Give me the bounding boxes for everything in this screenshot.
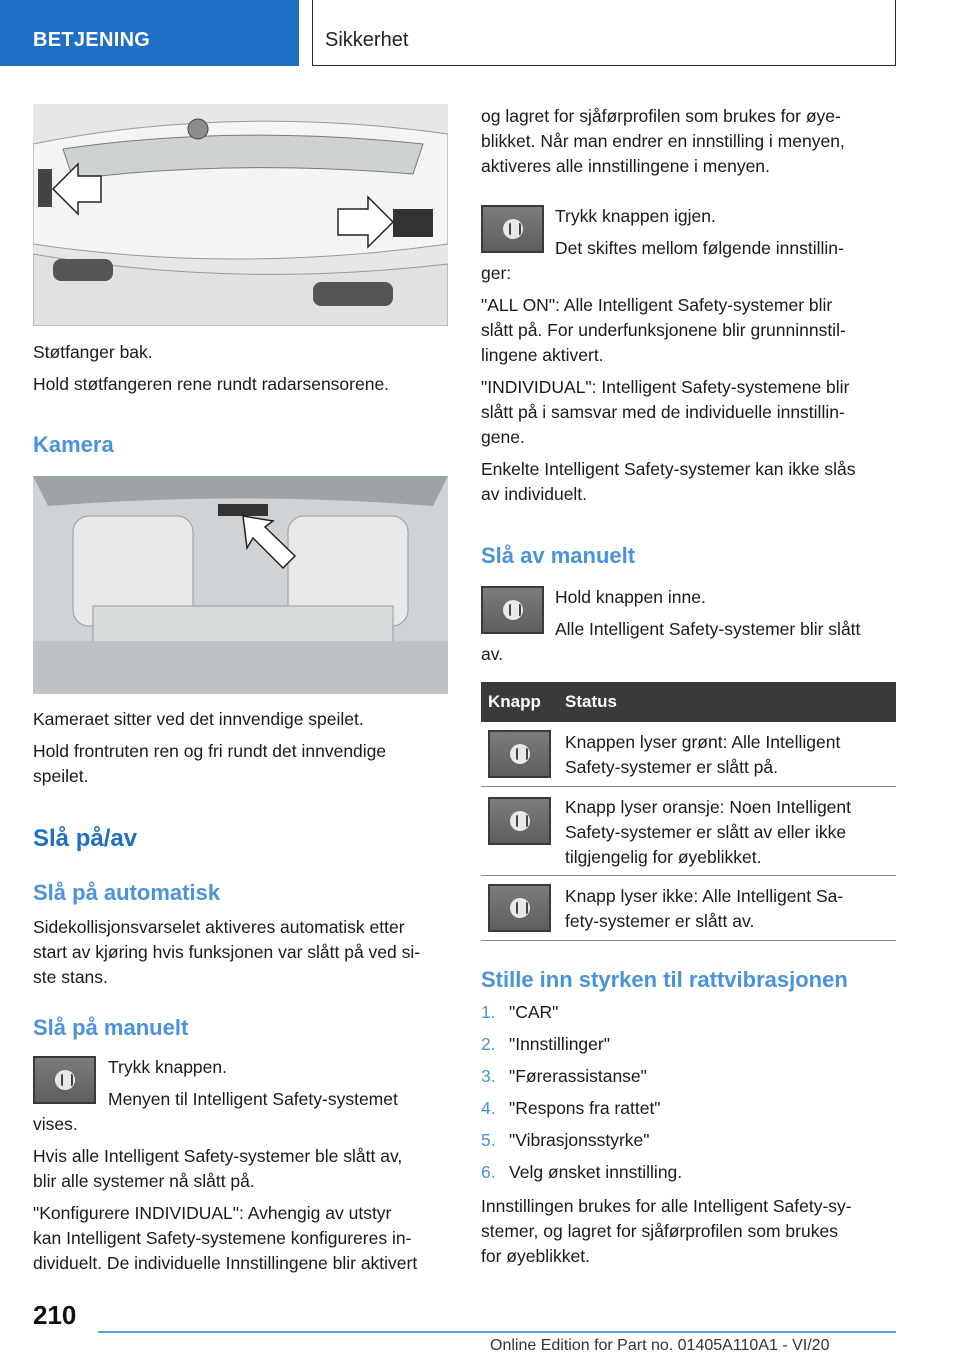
camera-image <box>33 476 448 694</box>
indiv-line2: slått på i samsvar med de individuelle innstillin- <box>481 402 845 422</box>
final-line2: stemer, og lagret for sjåførprofilen som brukes <box>481 1221 838 1241</box>
safety-button-icon <box>33 1056 96 1104</box>
header-chapter-tab <box>312 0 896 66</box>
table-col-status: Status <box>565 692 617 711</box>
switch-line1: Det skiftes mellom følgende innstillin- <box>555 238 844 258</box>
header-section-tab <box>0 0 299 66</box>
table-row <box>481 787 896 876</box>
table-row <box>481 722 896 787</box>
final-line1: Innstillingen brukes for alle Intelligent Safety-sy- <box>481 1196 852 1216</box>
status-line: Safety-systemer er slått av eller ikke <box>565 822 847 842</box>
bumper-note: Hold støtfangeren rene rundt radarsensorene. <box>33 374 390 394</box>
footer-edition: Online Edition for Part no. 01405A110A1 - VI/20 <box>490 1337 830 1354</box>
allon-line2: slått på. For underfunksjonene blir grunninnstil- <box>481 320 846 340</box>
rear-bumper-image <box>33 104 448 326</box>
single-line2: av individuelt. <box>481 484 588 504</box>
status-line: Safety-systemer er slått på. <box>565 757 778 777</box>
list-item: 1. "CAR" <box>481 1002 559 1022</box>
button-green-icon <box>488 730 551 778</box>
allon-line1: "ALL ON": Alle Intelligent Safety-systemer blir <box>481 295 833 315</box>
safety-button-icon <box>481 205 544 253</box>
status-line: fety-systemer er slått av. <box>565 911 755 931</box>
cont-line2: blikket. Når man endrer en innstilling i menyen, <box>481 131 845 151</box>
auto-heading: Slå på automatisk <box>33 880 221 905</box>
config-line2: kan Intelligent Safety-systemene konfigureres in- <box>33 1228 412 1248</box>
table-header <box>481 682 896 722</box>
allon-line3: lingene aktivert. <box>481 345 604 365</box>
hold-text: Hold knappen inne. <box>555 587 706 607</box>
status-line: Knapp lyser ikke: Alle Intelligent Sa- <box>565 886 844 906</box>
rear-bumper-drawing <box>33 104 448 326</box>
all-off-line1: Hvis alle Intelligent Safety-systemer ble slått av, <box>33 1146 403 1166</box>
table-row <box>481 876 896 941</box>
vibration-heading: Stille inn styrken til rattvibrasjonen <box>481 967 848 992</box>
button-status-table <box>481 682 896 941</box>
table-col-knapp: Knapp <box>488 692 541 711</box>
manual-press: Trykk knappen. <box>108 1057 227 1077</box>
config-line1: "Konfigurere INDIVIDUAL": Avhengig av utstyr <box>33 1203 392 1223</box>
list-item: 2. "Innstillinger" <box>481 1034 610 1054</box>
list-item: 4. "Respons fra rattet" <box>481 1098 661 1118</box>
alloff-line2: av. <box>481 644 504 664</box>
auto-text-line3: ste stans. <box>33 967 108 987</box>
list-item: 6. Velg ønsket innstilling. <box>481 1162 683 1182</box>
list-item: 3. "Førerassistanse" <box>481 1066 647 1086</box>
all-off-line2: blir alle systemer nå slått på. <box>33 1171 255 1191</box>
indiv-line3: gene. <box>481 427 525 447</box>
status-line: Knapp lyser oransje: Noen Intelligent <box>565 797 852 817</box>
indiv-line1: "INDIVIDUAL": Intelligent Safety-systemene blir <box>481 377 850 397</box>
switch-line2: ger: <box>481 263 512 283</box>
footer-divider <box>98 1331 896 1333</box>
press-again: Trykk knappen igjen. <box>555 206 716 226</box>
off-heading: Slå av manuelt <box>481 543 636 568</box>
camera-drawing <box>33 476 448 694</box>
alloff-line1: Alle Intelligent Safety-systemer blir slått <box>555 619 861 639</box>
header-chapter-label: Sikkerhet <box>325 29 409 51</box>
auto-text-line1: Sidekollisjonsvarselet aktiveres automatisk etter <box>33 917 405 937</box>
safety-button-icon <box>481 586 544 634</box>
header-section-label: BETJENING <box>33 29 151 51</box>
onoff-heading: Slå på/av <box>33 825 138 852</box>
cont-line1: og lagret for sjåførprofilen som brukes for øye- <box>481 106 841 126</box>
camera-note-line2: speilet. <box>33 766 89 786</box>
camera-caption: Kameraet sitter ved det innvendige speilet. <box>33 709 364 729</box>
final-line3: for øyeblikket. <box>481 1246 590 1266</box>
bumper-caption: Støtfanger bak. <box>33 342 153 362</box>
button-orange-icon <box>488 797 551 845</box>
cont-line3: aktiveres alle innstillingene i menyen. <box>481 156 770 176</box>
button-off-icon <box>488 884 551 932</box>
manual-heading: Slå på manuelt <box>33 1015 189 1040</box>
camera-note-line1: Hold frontruten ren og fri rundt det innvendige <box>33 741 387 761</box>
manual-menu-line1: Menyen til Intelligent Safety-systemet <box>108 1089 398 1109</box>
config-line3: dividuelt. De individuelle Innstillingene blir aktivert <box>33 1253 418 1273</box>
status-line: tilgjengelig for øyeblikket. <box>565 847 762 867</box>
status-line: Knappen lyser grønt: Alle Intelligent <box>565 732 841 752</box>
auto-text-line2: start av kjøring hvis funksjonen var slått på ved si- <box>33 942 421 962</box>
kamera-heading: Kamera <box>33 432 114 457</box>
single-line1: Enkelte Intelligent Safety-systemer kan ikke slås <box>481 459 856 479</box>
list-item: 5. "Vibrasjonsstyrke" <box>481 1130 650 1150</box>
manual-menu-line2: vises. <box>33 1114 78 1134</box>
page-number: 210 <box>33 1300 77 1330</box>
